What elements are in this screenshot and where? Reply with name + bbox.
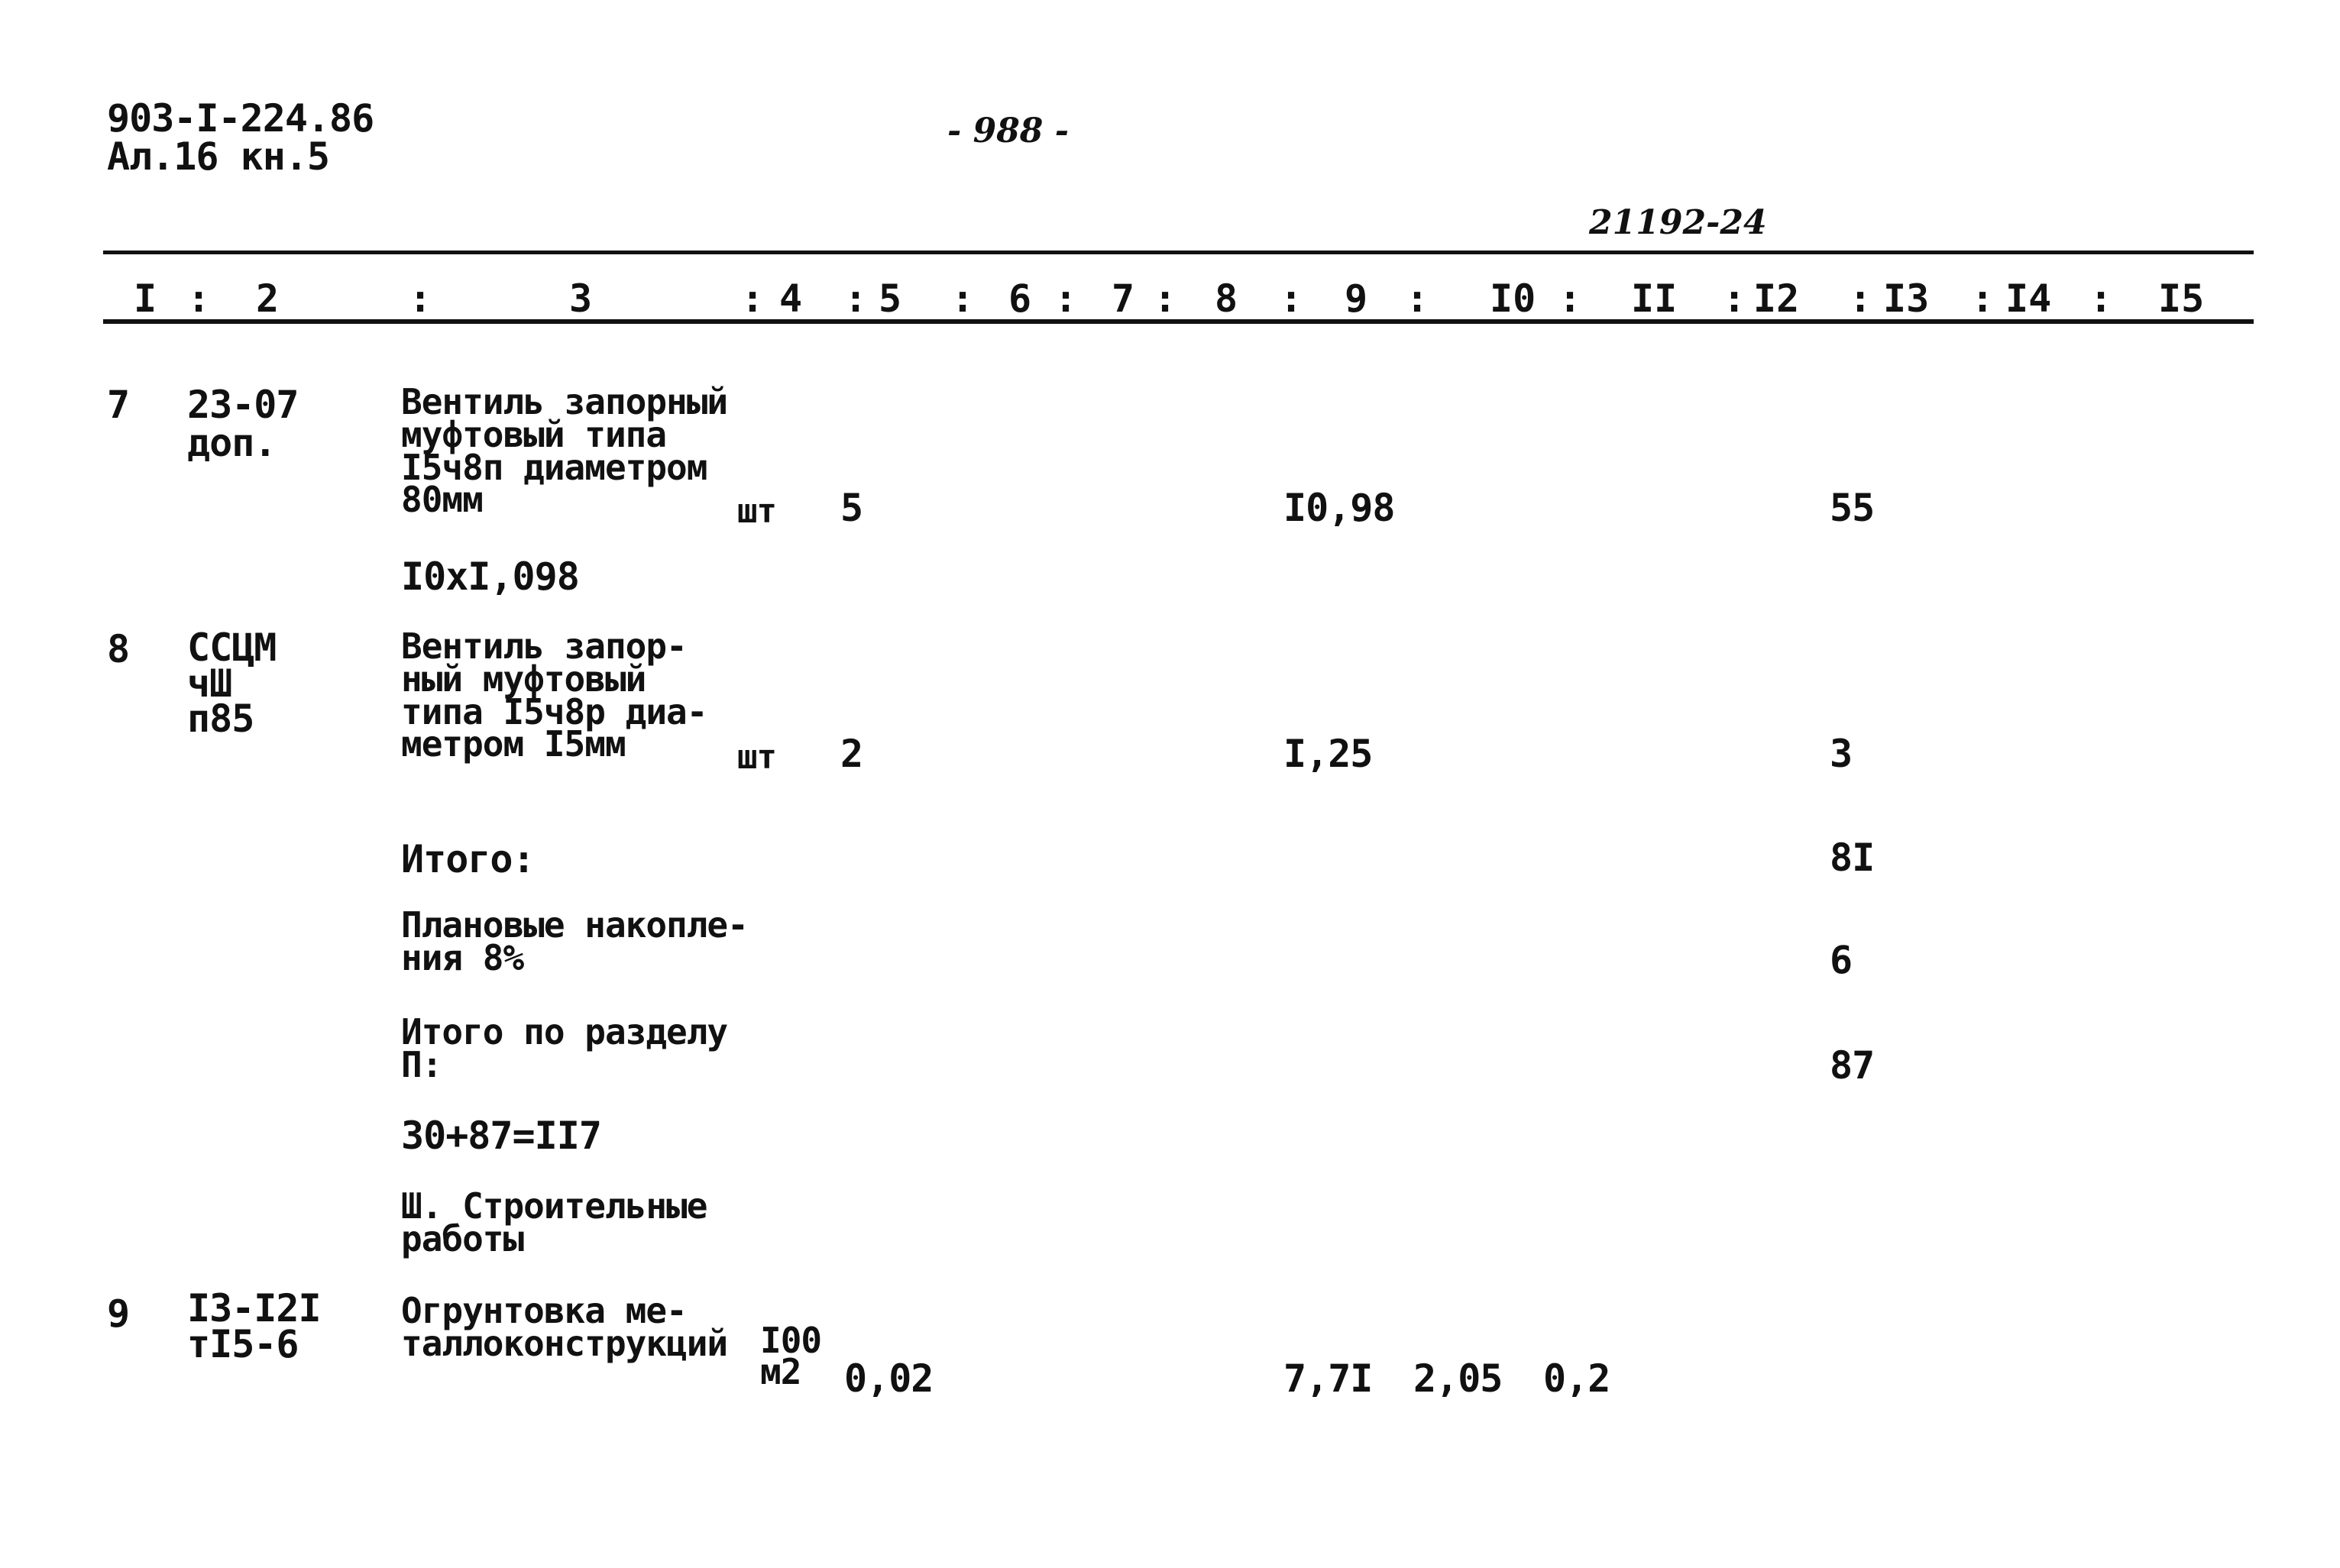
row-8-number: 8 [107, 627, 130, 671]
column-header-8: 8 [1215, 276, 1238, 321]
row-8-unit: шт [737, 738, 776, 777]
column-sep-1: : [187, 276, 211, 321]
column-header-3: 3 [569, 276, 593, 321]
column-header-10: I0 [1490, 276, 1536, 321]
inventory-number: 21192-24 [1589, 203, 1767, 242]
column-header-11: II [1631, 276, 1678, 321]
column-header-6: 6 [1008, 276, 1032, 321]
column-sep-10: : [1558, 276, 1582, 321]
column-sep-2: : [409, 276, 432, 321]
column-sep-9: : [1406, 276, 1429, 321]
row-7-quantity: 5 [840, 486, 863, 530]
column-header-row [103, 276, 2254, 322]
column-sep-6: : [1054, 276, 1078, 321]
row-7-code: 23-07 доп. [187, 383, 299, 465]
column-sep-11: : [1723, 276, 1746, 321]
page-number: - 988 - [947, 112, 1070, 150]
column-sep-14: : [2089, 276, 2113, 321]
row-8-code: ССЦМ чШ п85 [187, 626, 277, 741]
row-7-calculation: I0хI,098 [401, 554, 579, 599]
row-9-code: I3-I2I тI5-6 [187, 1286, 321, 1366]
row-7-price: I0,98 [1283, 486, 1395, 530]
column-header-13: I3 [1883, 276, 1930, 321]
row-7-description: Вентиль запорный муфтовый типа I5ч8п диаметром 80мм [401, 381, 728, 521]
section-total-label: Итого по разделу П: [401, 1011, 728, 1085]
document-code: 903-I-224.86 [107, 96, 374, 141]
sum-line: 30+87=II7 [401, 1114, 601, 1158]
column-header-1: I [134, 276, 157, 321]
planned-savings-value: 6 [1830, 938, 1853, 982]
row-8-description: Вентиль запор- ный муфтовый типа I5ч8р диа- метром I5мм [401, 626, 707, 765]
row-9-price: 7,7I [1283, 1356, 1373, 1401]
row-8-quantity: 2 [840, 732, 863, 776]
section-total-value: 87 [1830, 1043, 1875, 1088]
column-sep-13: : [1971, 276, 1995, 321]
column-sep-12: : [1849, 276, 1872, 321]
row-9-machines: 0,2 [1543, 1356, 1610, 1401]
row-9-unit: I00 м2 [760, 1320, 822, 1393]
row-9-description: Огрунтовка ме- таллоконструкций [401, 1290, 728, 1364]
column-header-15: I5 [2158, 276, 2205, 321]
row-9-wages: 2,05 [1413, 1356, 1503, 1401]
row-7-number: 7 [107, 383, 130, 427]
column-header-7: 7 [1112, 276, 1135, 321]
row-7-cost: 55 [1830, 486, 1875, 530]
album-label: Ал.16 кн.5 [107, 134, 330, 179]
column-header-2: 2 [256, 276, 280, 321]
column-header-4: 4 [779, 276, 803, 321]
table-top-rule [103, 251, 2254, 254]
total-value: 8I [1830, 836, 1875, 880]
row-8-cost: 3 [1830, 732, 1853, 776]
column-header-14: I4 [2005, 276, 2052, 321]
column-sep-7: : [1154, 276, 1177, 321]
column-sep-8: : [1280, 276, 1303, 321]
row-9-number: 9 [107, 1292, 130, 1336]
column-sep-4: : [844, 276, 868, 321]
section-3-heading: Ш. Строительные работы [401, 1185, 707, 1259]
row-9-quantity: 0,02 [844, 1356, 934, 1401]
planned-savings-label: Плановые накопле- ния 8% [401, 904, 748, 978]
column-header-9: 9 [1345, 276, 1368, 321]
row-8-price: I,25 [1283, 732, 1373, 776]
row-7-unit: шт [737, 492, 776, 531]
column-header-5: 5 [879, 276, 902, 321]
column-sep-3: : [741, 276, 765, 321]
column-sep-5: : [951, 276, 975, 321]
total-label: Итого: [401, 837, 535, 881]
column-header-12: I2 [1753, 276, 1800, 321]
